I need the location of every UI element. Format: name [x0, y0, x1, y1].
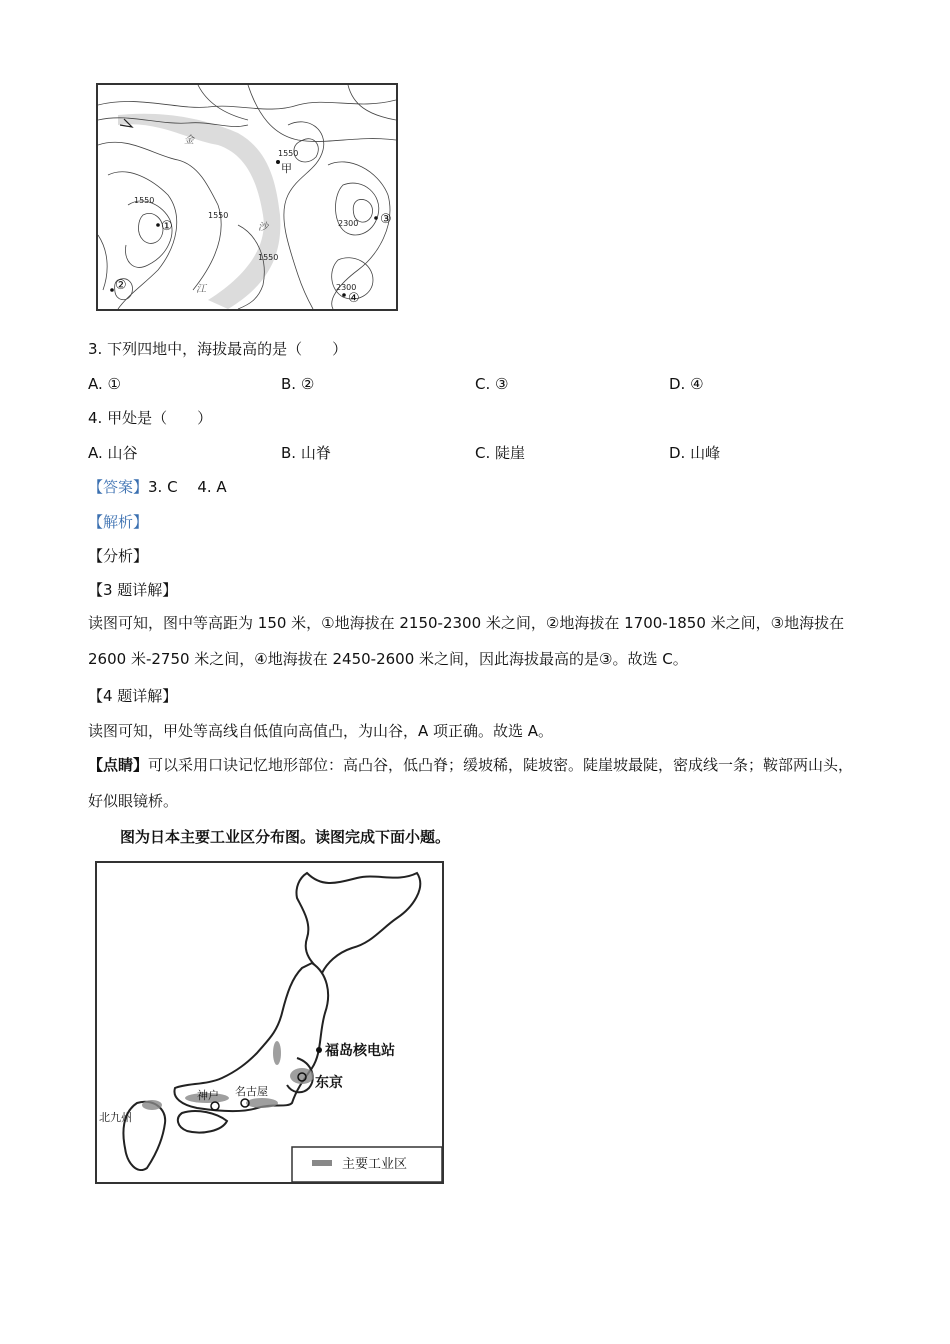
legend-swatch — [312, 1160, 332, 1166]
japan-map-svg — [97, 863, 442, 1182]
shikoku-outline — [178, 1111, 227, 1133]
river-label: 金 — [184, 135, 194, 146]
q4-detail-text: 读图可知，甲处等高线自低值向高值凸，为山谷，A 项正确。故选 A。 — [88, 722, 554, 740]
point-2-label: ② — [115, 278, 127, 293]
contour-label: 1550 — [258, 253, 279, 262]
answer-line — [88, 477, 227, 497]
q3-option-c: C. ③ — [475, 375, 509, 393]
q4-option-b: B. 山脊 — [281, 444, 331, 462]
jia-label: 甲 — [281, 162, 292, 175]
fenxi-heading: 【分析】 — [88, 547, 149, 565]
q3-option-b: B. ② — [281, 375, 315, 393]
analysis-tag: 【解析】 — [88, 513, 149, 531]
tip-paragraph — [88, 747, 868, 819]
river-label: 沙 — [258, 222, 268, 233]
contour-label: 1550 — [278, 149, 299, 158]
q3-option-d: D. ④ — [669, 375, 704, 393]
hokkaido-outline — [296, 873, 420, 973]
q4-option-a: A. 山谷 — [88, 444, 138, 462]
tip-text: 可以采用口诀记忆地形部位：高凸谷，低凸脊；缓坡稀，陡坡密。陡崖坡最陡，密成线一条；鞍部两山头，好似眼镜桥。 — [88, 756, 854, 810]
tip-tag: 【点睛】 — [88, 756, 149, 774]
q3-option-a: A. ① — [88, 375, 121, 393]
q4-option-d: D. 山峰 — [669, 444, 721, 462]
q4-option-c: C. 陡崖 — [475, 444, 526, 462]
point-1-label: ① — [161, 219, 173, 234]
fukushima-label: 福岛核电站 — [325, 1043, 395, 1059]
kitakyushu-label: 北九州 — [99, 1111, 132, 1124]
point-3-label: ③ — [380, 212, 392, 227]
q3-detail-title: 【3 题详解】 — [88, 581, 178, 599]
q4-detail-title: 【4 题详解】 — [88, 687, 178, 705]
river-valley — [118, 114, 280, 309]
q3-detail-text: 读图可知，图中等高距为 150 米，①地海拔在 2150-2300 米之间，②地海拔在 1700-1850 米之间，③地海拔在 2600 米-2750 米之间，④地海拔在 2450-2600 米之间，因此海拔最高的是③。故选 C。 — [88, 614, 845, 668]
answer-text: 3. C 4. A — [148, 478, 227, 496]
topographic-map — [96, 83, 398, 311]
tokyo-label: 东京 — [315, 1075, 343, 1091]
contour-label: 2300 — [338, 219, 359, 228]
question-4-stem: 4. 甲处是（ ） — [88, 409, 213, 427]
answer-tag: 【答案】 — [88, 478, 149, 496]
nagoya-label: 名古屋 — [235, 1085, 268, 1098]
river-label: 江 — [196, 284, 206, 295]
japan-industrial-map — [95, 861, 444, 1184]
question-3-stem: 3. 下列四地中，海拔最高的是（ ） — [88, 340, 348, 358]
japan-intro: 图为日本主要工业区分布图。读图完成下面小题。 — [120, 828, 451, 846]
contour-label: 1550 — [208, 211, 229, 220]
legend-label: 主要工业区 — [342, 1157, 408, 1172]
kobe-label: 神户 — [197, 1089, 219, 1102]
point-4-label: ④ — [348, 291, 360, 306]
contour-label: 2300 — [336, 283, 357, 292]
contour-svg — [98, 85, 396, 309]
contour-label: 1550 — [134, 196, 155, 205]
